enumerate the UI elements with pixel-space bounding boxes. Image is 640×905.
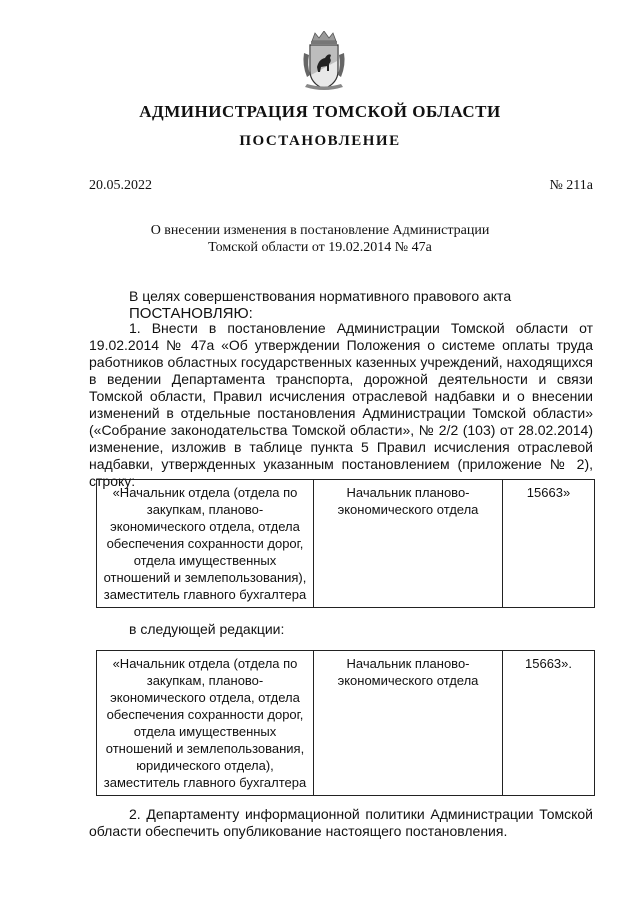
table-cell-equivalent: Начальник планово-экономического отдела: [314, 480, 503, 608]
document-type-title: ПОСТАНОВЛЕНИЕ: [239, 133, 401, 149]
table-cell-equivalent: Начальник планово-экономического отдела: [314, 651, 503, 796]
item-2-paragraph: 2. Департаменту информационной политики Администрации Томской области обеспечить опубликование настоящего постановления.: [89, 806, 593, 839]
organization-title: АДМИНИСТРАЦИЯ ТОМСКОЙ ОБЛАСТИ: [139, 102, 501, 121]
table-row: [97, 651, 595, 796]
table-row: [97, 480, 595, 608]
new-row-table: [96, 650, 595, 796]
resolve-heading: ПОСТАНОВЛЯЮ:: [129, 305, 253, 322]
intro-text: В целях совершенствования нормативного правового акта: [129, 288, 512, 304]
document-number: № 211а: [549, 178, 593, 193]
subject-line: Томской области от 19.02.2014 № 47а: [208, 240, 432, 255]
table-cell-amount: 15663».: [503, 651, 595, 796]
new-edition-text: в следующей редакции:: [129, 621, 285, 637]
table-cell-position: «Начальник отдела (отдела по закупкам, планово-экономического отдела, отдела обеспечения сохранности дорог, отдела имущественных отношений и землепользования, юридического отдела), заместитель главного бухгалтера: [97, 651, 314, 796]
coat-of-arms-icon: [301, 31, 347, 93]
subject-line: О внесении изменения в постановление Администрации: [150, 223, 490, 238]
item-1-paragraph: 1. Внести в постановление Администрации Томской области от 19.02.2014 № 47а «Об утверждении Положения о системе оплаты труда работников областных государственных казенных учреждений, находящихся в ведении Департамента транспорта, дорожной деятельности и связи Томской области, Правил исчисления отраслевой надбавки и о внесении изменений в отдельные постановления Администрации Томской области» («Собрание законодательства Томской области», № 2/2 (103) от 28.02.2014) изменение, изложив в таблице пункта 5 Правил исчисления отраслевой надбавки, утвержденных указанным постановлением (приложение № 2), строку:: [89, 320, 593, 489]
document-date: 20.05.2022: [89, 178, 152, 193]
document-subject: [150, 222, 490, 256]
table-cell-position: «Начальник отдела (отдела по закупкам, планово-экономического отдела, отдела обеспечения сохранности дорог, отдела имущественных отношений и землепользования), заместитель главного бухгалтера: [97, 480, 314, 608]
old-row-table: [96, 479, 595, 608]
table-cell-amount: 15663»: [503, 480, 595, 608]
intro-paragraph: [89, 288, 593, 322]
